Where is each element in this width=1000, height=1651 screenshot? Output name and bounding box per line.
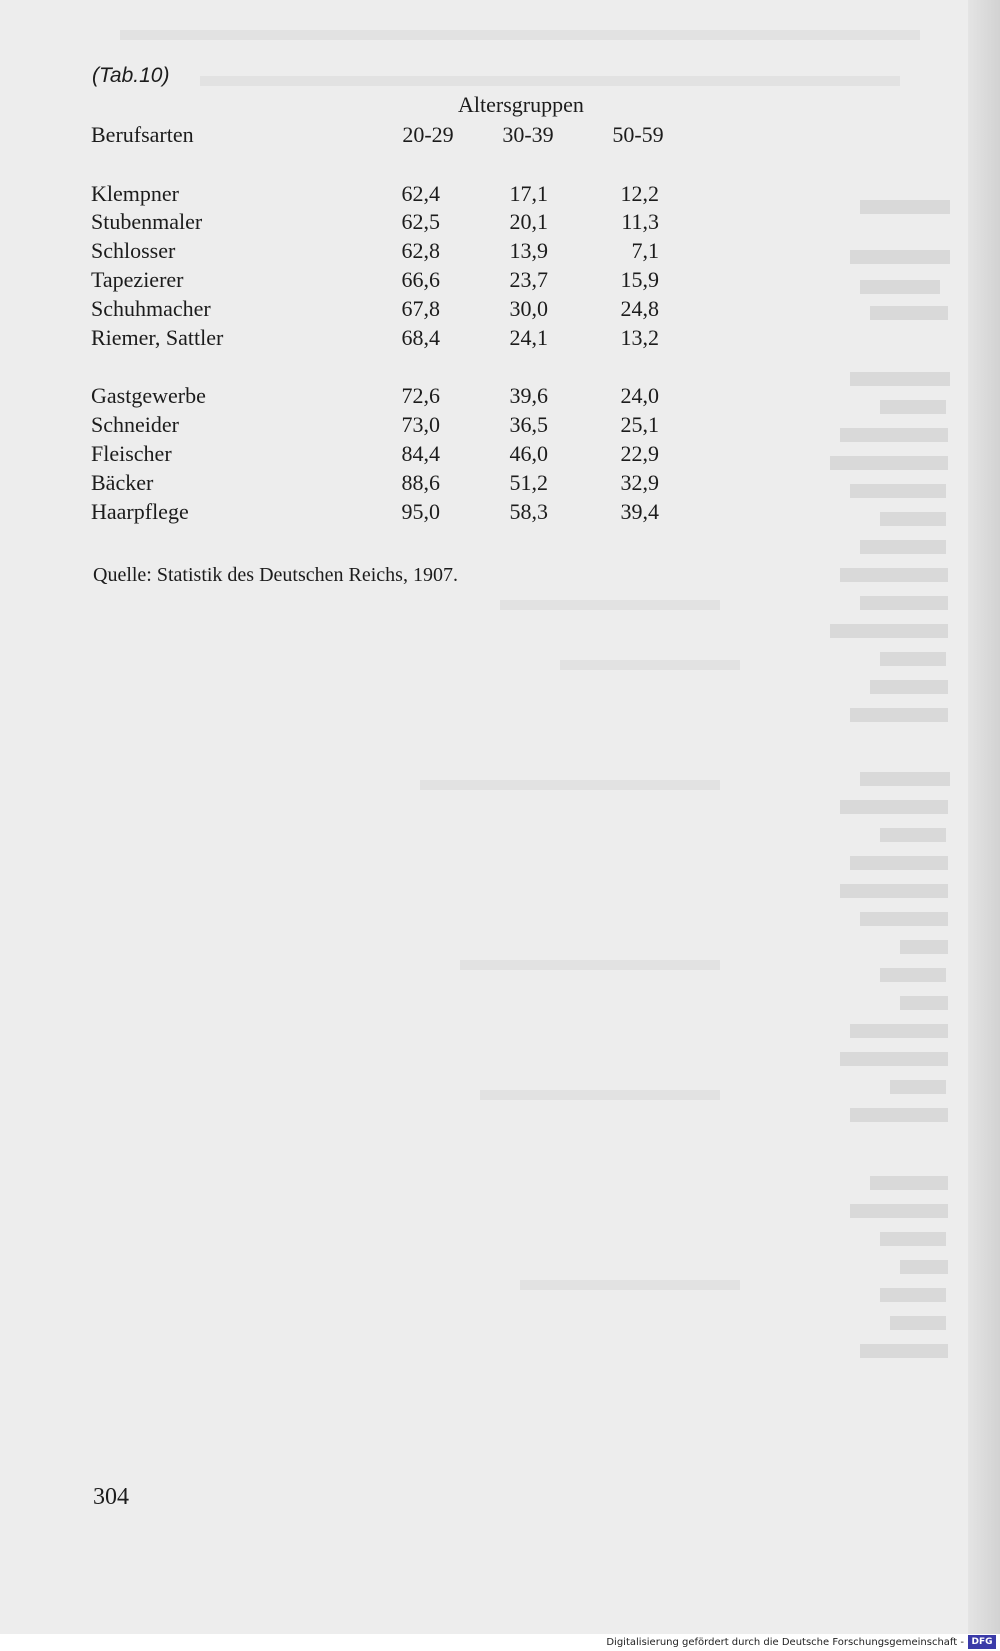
occupation-cell: Stubenmaler bbox=[91, 209, 203, 234]
page-number: 304 bbox=[93, 1484, 129, 1510]
column-header-occupation: Berufsarten bbox=[91, 122, 194, 147]
table-row bbox=[0, 324, 968, 352]
value-cell-20-29: 67,8 bbox=[401, 296, 440, 321]
source-note: Quelle: Statistik des Deutschen Reichs, 1907. bbox=[93, 564, 458, 586]
table-row bbox=[0, 180, 968, 208]
table-row bbox=[0, 440, 968, 468]
occupation-cell: Gastgewerbe bbox=[91, 383, 206, 408]
value-cell-20-29: 72,6 bbox=[401, 383, 440, 408]
value-cell-30-39: 17,1 bbox=[509, 181, 548, 206]
value-cell-20-29: 66,6 bbox=[401, 267, 440, 292]
value-cell-50-59: 25,1 bbox=[620, 412, 659, 437]
page-edge-shadow bbox=[968, 0, 1000, 1634]
value-cell-20-29: 95,0 bbox=[401, 499, 440, 524]
value-cell-50-59: 7,1 bbox=[631, 238, 659, 263]
value-cell-30-39: 46,0 bbox=[509, 441, 548, 466]
value-cell-50-59: 32,9 bbox=[620, 470, 659, 495]
table-row bbox=[0, 382, 968, 410]
value-cell-30-39: 24,1 bbox=[509, 325, 548, 350]
value-cell-30-39: 39,6 bbox=[509, 383, 548, 408]
column-header-age-50-59: 50-59 bbox=[612, 122, 664, 147]
value-cell-30-39: 30,0 bbox=[509, 296, 548, 321]
value-cell-30-39: 23,7 bbox=[509, 267, 548, 292]
value-cell-50-59: 12,2 bbox=[620, 181, 659, 206]
occupation-cell: Tapezierer bbox=[91, 267, 184, 292]
value-cell-50-59: 22,9 bbox=[620, 441, 659, 466]
table-row bbox=[0, 237, 968, 265]
value-cell-20-29: 84,4 bbox=[401, 441, 440, 466]
occupation-cell: Schlosser bbox=[91, 238, 176, 263]
value-cell-20-29: 88,6 bbox=[401, 470, 440, 495]
value-cell-20-29: 62,8 bbox=[401, 238, 440, 263]
table-row bbox=[0, 411, 968, 439]
value-cell-20-29: 62,4 bbox=[401, 181, 440, 206]
occupation-table bbox=[0, 0, 968, 600]
value-cell-50-59: 24,0 bbox=[620, 383, 659, 408]
value-cell-50-59: 13,2 bbox=[620, 325, 659, 350]
column-header-age-30-39: 30-39 bbox=[502, 122, 554, 147]
value-cell-30-39: 36,5 bbox=[509, 412, 548, 437]
value-cell-30-39: 51,2 bbox=[509, 470, 548, 495]
value-cell-50-59: 11,3 bbox=[621, 209, 659, 234]
occupation-cell: Riemer, Sattler bbox=[91, 325, 224, 350]
value-cell-30-39: 58,3 bbox=[509, 499, 548, 524]
column-header-age-20-29: 20-29 bbox=[402, 122, 454, 147]
digitization-footer bbox=[0, 1634, 1000, 1651]
age-group-heading: Altersgruppen bbox=[458, 92, 584, 117]
value-cell-20-29: 62,5 bbox=[401, 209, 440, 234]
value-cell-20-29: 68,4 bbox=[401, 325, 440, 350]
occupation-cell: Schneider bbox=[91, 412, 179, 437]
occupation-cell: Haarpflege bbox=[91, 499, 189, 524]
occupation-cell: Klempner bbox=[91, 181, 179, 206]
table-row bbox=[0, 208, 968, 236]
table-label: (Tab.10) bbox=[92, 64, 170, 87]
value-cell-30-39: 20,1 bbox=[509, 209, 548, 234]
table-row bbox=[0, 266, 968, 294]
footer-credit-text: Digitalisierung gefördert durch die Deutsche Forschungsgemeinschaft - bbox=[606, 1637, 964, 1648]
occupation-cell: Bäcker bbox=[91, 470, 154, 495]
table-row bbox=[0, 295, 968, 323]
table-row bbox=[0, 469, 968, 497]
occupation-cell: Schuhmacher bbox=[91, 296, 211, 321]
value-cell-50-59: 24,8 bbox=[620, 296, 659, 321]
dfg-logo-icon: DFG bbox=[968, 1635, 996, 1649]
value-cell-20-29: 73,0 bbox=[401, 412, 440, 437]
value-cell-50-59: 15,9 bbox=[620, 267, 659, 292]
table-row bbox=[0, 498, 968, 526]
value-cell-30-39: 13,9 bbox=[509, 238, 548, 263]
occupation-cell: Fleischer bbox=[91, 441, 172, 466]
value-cell-50-59: 39,4 bbox=[620, 499, 659, 524]
